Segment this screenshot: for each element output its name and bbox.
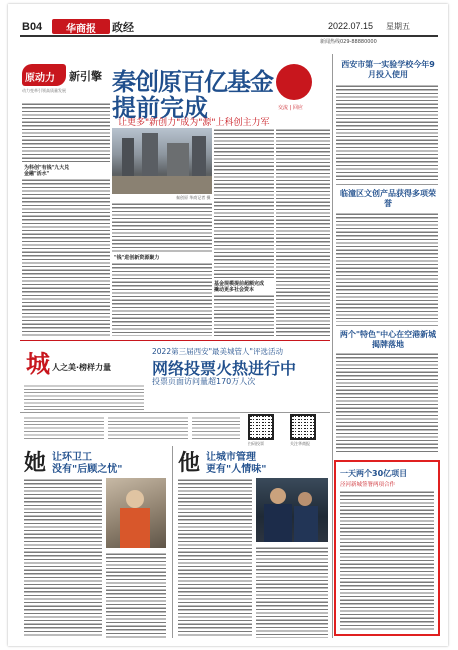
paper-name: 华商报 <box>66 24 96 35</box>
right-sep2 <box>336 325 438 326</box>
banner-headline: 网络投票火热进行中 <box>152 359 297 378</box>
banner-info-col2 <box>108 416 188 440</box>
banner-slogan: 2022第三届西安"最美城管人"评选活动 <box>152 347 283 356</box>
qr-label-follow: 关注华商报 <box>290 441 310 446</box>
highlight-story-title: 一天两个30亿项目 <box>340 469 408 478</box>
lead-body-col3b <box>214 294 274 336</box>
banner-brand-sub: 人之美·榜样力量 <box>52 363 112 372</box>
bottom-divider <box>172 446 173 638</box>
bottom-left-title2: 没有"后顾之忧" <box>52 464 123 475</box>
newspaper-page <box>8 4 448 646</box>
bottom-mid-body-col1 <box>178 478 252 638</box>
lead-subhead3: "钱"进创新资源聚力 <box>114 255 160 261</box>
section-name: 政经 <box>112 21 134 34</box>
qr-code-follow[interactable] <box>290 414 316 440</box>
right-story2-body <box>336 212 438 322</box>
right-sep1 <box>336 184 438 185</box>
logo-line2: 新引擎 <box>69 70 102 83</box>
bottom-mid-photo <box>256 478 328 542</box>
right-story1-title: 西安市第一实验学校今年9月投入使用 <box>341 60 435 79</box>
logo-line1: 原动力 <box>25 73 55 84</box>
logo-sub: 动力变革引领高质量发展 <box>22 88 66 93</box>
lead-subhead4: 基金规模提前超额完成 <box>214 281 265 287</box>
masthead-logo <box>52 19 110 34</box>
lead-body-col2b <box>112 262 212 336</box>
lead-body-col3 <box>214 128 274 278</box>
kicker-badge <box>276 64 312 100</box>
qr-label-vote: 扫码投票 <box>248 441 264 446</box>
qr-code-vote[interactable] <box>248 414 274 440</box>
right-story3-body <box>336 352 438 452</box>
weekday: 星期五 <box>386 22 410 31</box>
lead-subhead1: 为科创"有钱"九大兑 <box>24 165 70 171</box>
right-story1-body <box>336 84 438 180</box>
bottom-left-big-char: 她 <box>24 451 47 476</box>
kicker-label: 交流 | 回应 <box>278 105 303 111</box>
banner-top-rule <box>20 340 330 341</box>
right-story3-title: 两个"特色"中心在空港新城揭牌落地 <box>339 330 437 349</box>
bottom-mid-title1: 让城市管理 <box>206 452 256 463</box>
lead-title-line1: 秦创原百亿基金 <box>112 68 273 96</box>
lead-title-line2: 提前完成 <box>112 94 208 122</box>
bottom-left-title1: 让环卫工 <box>52 452 92 463</box>
lead-subhead5: 撬动更多社会资本 <box>214 287 255 293</box>
lead-photo <box>112 128 212 194</box>
highlight-story-subtitle: 泾河新城签署两项合作 <box>340 482 396 488</box>
bottom-mid-big-char: 他 <box>178 451 201 476</box>
lead-photo-caption: 秦创原 华商记者 摄 <box>176 195 211 200</box>
header-rule <box>20 35 438 37</box>
bottom-mid-body-col2 <box>256 546 328 638</box>
banner-brand: 城 <box>26 349 50 378</box>
news-hotline: 新闻热线029-88880000 <box>320 39 377 45</box>
lead-subtitle: 让更多"新创力"成为"源"上科创主力军 <box>118 118 270 128</box>
lead-body-col4 <box>276 128 330 336</box>
banner-info-left <box>24 384 144 410</box>
page-number: B04 <box>22 21 43 33</box>
banner-info-col3 <box>192 416 240 440</box>
lead-body-col2 <box>112 202 212 252</box>
bottom-left-body-col1 <box>24 478 102 638</box>
issue-date: 2022.07.15 <box>328 21 374 31</box>
bottom-left-photo <box>106 478 166 548</box>
yuandongli-logo <box>22 64 112 94</box>
right-column-divider <box>332 54 333 638</box>
lead-subhead2: 金融"活水" <box>24 171 50 177</box>
lead-body-col1b <box>22 178 110 336</box>
banner-stats: 投票页面访问量超170万人次 <box>152 377 256 386</box>
banner-mid-rule <box>20 412 330 413</box>
banner-info-col1 <box>24 416 104 440</box>
bottom-mid-title2: 更有"人情味" <box>206 464 267 475</box>
highlight-story-body <box>340 490 434 630</box>
bottom-left-body-col2 <box>106 552 166 638</box>
lead-body-col1 <box>22 102 110 162</box>
right-story2-title: 临潼区文创产品获得多项荣誉 <box>340 189 436 208</box>
